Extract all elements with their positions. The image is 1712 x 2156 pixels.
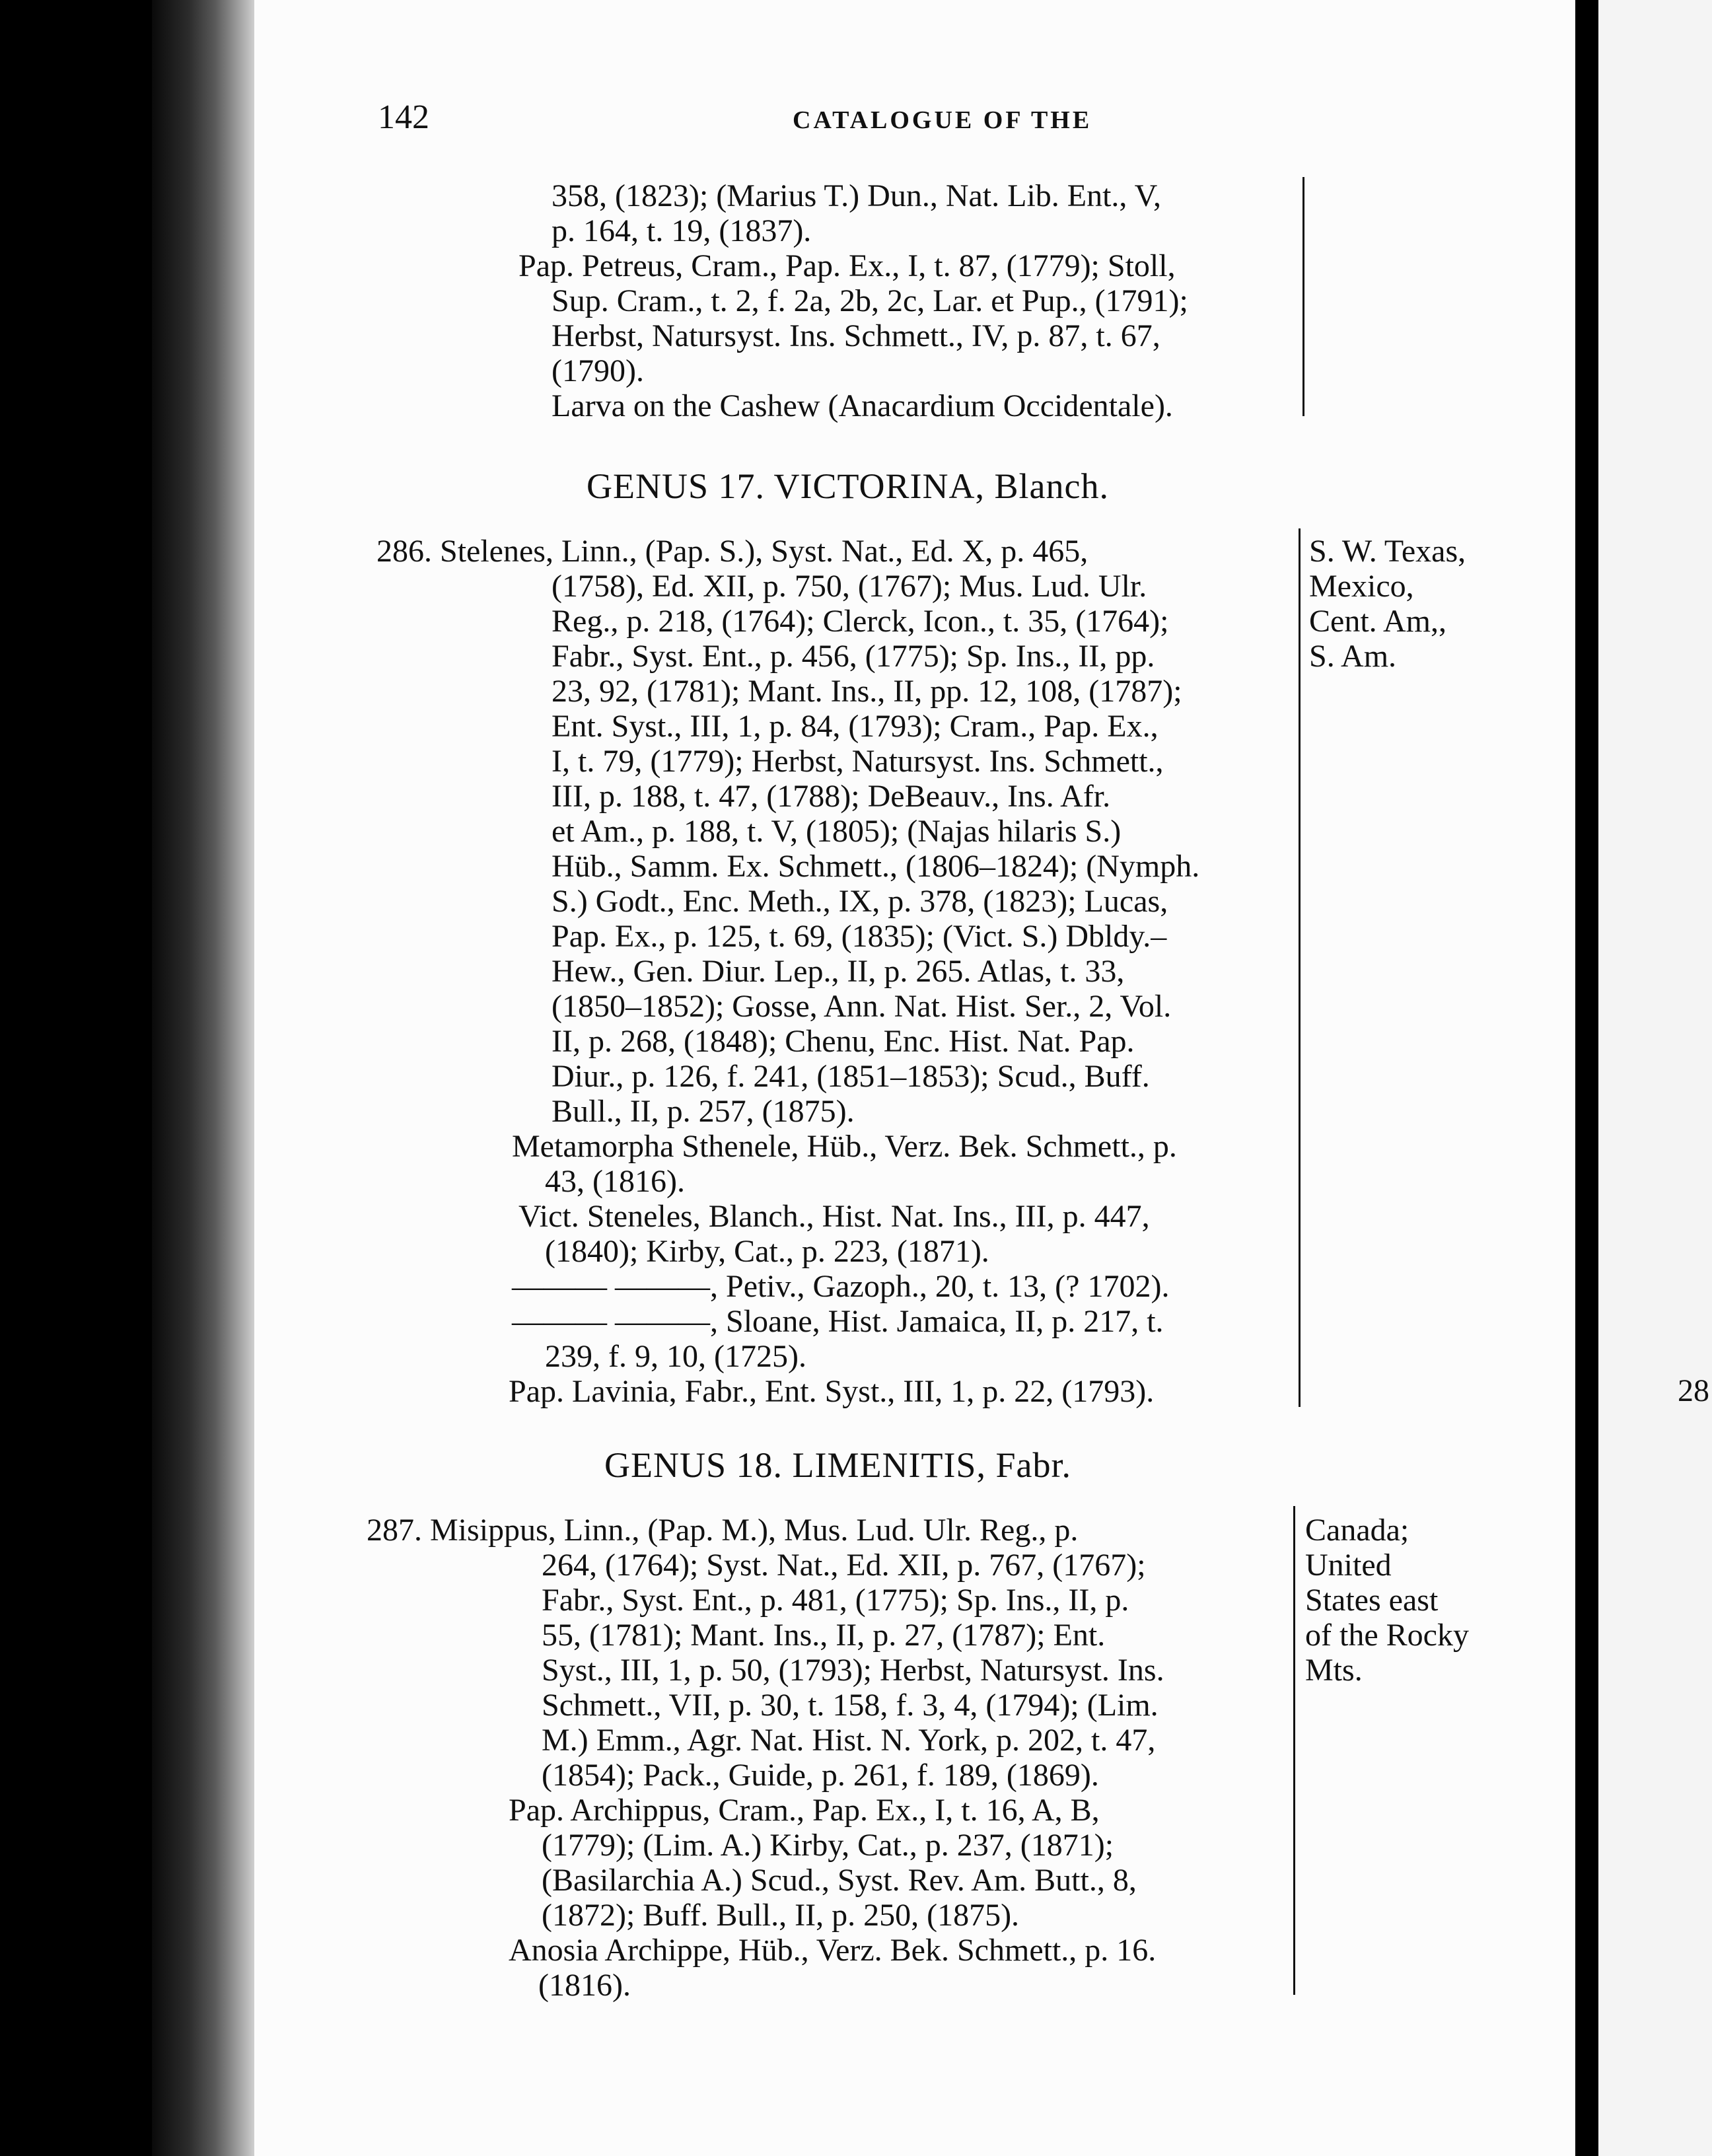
text-line: Schmett., VII, p. 30, t. 158, f. 3, 4, (1794); (Lim. (542, 1688, 1159, 1723)
text-line: 55, (1781); Mant. Ins., II, p. 27, (1787); Ent. (542, 1618, 1106, 1653)
text-line: (1779); (Lim. A.) Kirby, Cat., p. 237, (1871); (542, 1828, 1114, 1863)
distribution-287: States east (1305, 1583, 1439, 1618)
text-line: (1840); Kirby, Cat., p. 223, (1871). (545, 1234, 989, 1269)
text-line: et Am., p. 188, t. V, (1805); (Najas hilaris S.) (552, 814, 1122, 849)
text-line: Anosia Archippe, Hüb., Verz. Bek. Schmett., p. 16. (509, 1933, 1157, 1968)
text-line: ——— ———, Petiv., Gazoph., 20, t. 13, (? 1702). (512, 1269, 1170, 1304)
page-number: 142 (378, 98, 429, 136)
distribution-287: of the Rocky (1305, 1618, 1469, 1653)
text-line: Pap. Petreus, Cram., Pap. Ex., I, t. 87, (1779); Stoll, (518, 248, 1176, 283)
text-line: Herbst, Natursyst. Ins. Schmett., IV, p. 87, t. 67, (552, 318, 1160, 353)
genus-heading: GENUS 18. LIMENITIS, Fabr. (604, 1445, 1071, 1485)
text-line: 287. Misippus, Linn., (Pap. M.), Mus. Lud. Ulr. Reg., p. (367, 1513, 1079, 1548)
text-line: 23, 92, (1781); Mant. Ins., II, pp. 12, 108, (1787); (552, 674, 1182, 709)
text-line: Hüb., Samm. Ex. Schmett., (1806–1824); (Nymph. (552, 849, 1200, 884)
next-page-edge (1598, 0, 1712, 2156)
text-line: I, t. 79, (1779); Herbst, Natursyst. Ins. Schmett., (552, 744, 1164, 779)
column-rule (1299, 528, 1301, 1407)
text-line: III, p. 188, t. 47, (1788); DeBeauv., Ins. Afr. (552, 779, 1111, 814)
distribution-286: Cent. Am,, (1309, 604, 1447, 639)
running-title: CATALOGUE OF THE (793, 106, 1092, 134)
text-line: Pap. Ex., p. 125, t. 69, (1835); (Vict. S.) Dbldy.– (552, 919, 1167, 954)
text-line: (1790). (552, 353, 644, 388)
text-line: (1850–1852); Gosse, Ann. Nat. Hist. Ser., 2, Vol. (552, 989, 1172, 1024)
text-line: Bull., II, p. 257, (1875). (552, 1094, 855, 1129)
text-line: Metamorpha Sthenele, Hüb., Verz. Bek. Schmett., p. (512, 1129, 1177, 1164)
book-spine (152, 0, 258, 2156)
text-line: Pap. Archippus, Cram., Pap. Ex., I, t. 16, A, B, (509, 1793, 1100, 1828)
text-line: Pap. Lavinia, Fabr., Ent. Syst., III, 1, p. 22, (1793). (509, 1374, 1155, 1409)
next-page-number: 28 (1678, 1373, 1709, 1408)
text-line: ——— ———, Sloane, Hist. Jamaica, II, p. 217, t. (512, 1304, 1164, 1339)
text-line: M.) Emm., Agr. Nat. Hist. N. York, p. 202, t. 47, (542, 1723, 1156, 1758)
text-line: (Basilarchia A.) Scud., Syst. Rev. Am. Butt., 8, (542, 1863, 1137, 1898)
text-line: Syst., III, 1, p. 50, (1793); Herbst, Natursyst. Ins. (542, 1653, 1164, 1688)
text-line: Ent. Syst., III, 1, p. 84, (1793); Cram., Pap. Ex., (552, 709, 1159, 744)
distribution-287: United (1305, 1548, 1392, 1583)
distribution-286: S. Am. (1309, 639, 1397, 674)
text-line: Fabr., Syst. Ent., p. 456, (1775); Sp. Ins., II, pp. (552, 639, 1155, 674)
text-line: Reg., p. 218, (1764); Clerck, Icon., t. 35, (1764); (552, 604, 1169, 639)
column-rule (1293, 1506, 1295, 1995)
text-line: (1816). (538, 1968, 631, 2003)
text-line: II, p. 268, (1848); Chenu, Enc. Hist. Nat. Pap. (552, 1024, 1135, 1059)
text-line: Larva on the Cashew (Anacardium Occidentale). (552, 388, 1173, 423)
genus-heading: GENUS 17. VICTORINA, Blanch. (587, 466, 1109, 506)
text-line: Fabr., Syst. Ent., p. 481, (1775); Sp. Ins., II, p. (542, 1583, 1129, 1618)
text-line: (1854); Pack., Guide, p. 261, f. 189, (1869). (542, 1758, 1099, 1793)
text-line: (1758), Ed. XII, p. 750, (1767); Mus. Lud. Ulr. (552, 569, 1147, 604)
distribution-287: Canada; (1305, 1513, 1409, 1548)
text-line: Vict. Steneles, Blanch., Hist. Nat. Ins., III, p. 447, (518, 1199, 1150, 1234)
column-rule (1302, 177, 1304, 416)
text-line: 239, f. 9, 10, (1725). (545, 1339, 806, 1374)
text-line: 358, (1823); (Marius T.) Dun., Nat. Lib. Ent., V, (552, 178, 1162, 213)
distribution-286: Mexico, (1309, 569, 1414, 604)
distribution-287: Mts. (1305, 1653, 1363, 1688)
text-line: S.) Godt., Enc. Meth., IX, p. 378, (1823); Lucas, (552, 884, 1168, 919)
distribution-286: S. W. Texas, (1309, 534, 1466, 569)
text-line: 264, (1764); Syst. Nat., Ed. XII, p. 767, (1767); (542, 1548, 1146, 1583)
text-line: Diur., p. 126, f. 241, (1851–1853); Scud., Buff. (552, 1059, 1150, 1094)
text-line: (1872); Buff. Bull., II, p. 250, (1875). (542, 1898, 1020, 1933)
text-line: 43, (1816). (545, 1164, 685, 1199)
text-line: Sup. Cram., t. 2, f. 2a, 2b, 2c, Lar. et Pup., (1791); (552, 283, 1188, 318)
text-line: 286. Stelenes, Linn., (Pap. S.), Syst. Nat., Ed. X, p. 465, (376, 534, 1088, 569)
text-line: p. 164, t. 19, (1837). (552, 213, 812, 248)
text-line: Hew., Gen. Diur. Lep., II, p. 265. Atlas, t. 33, (552, 954, 1125, 989)
